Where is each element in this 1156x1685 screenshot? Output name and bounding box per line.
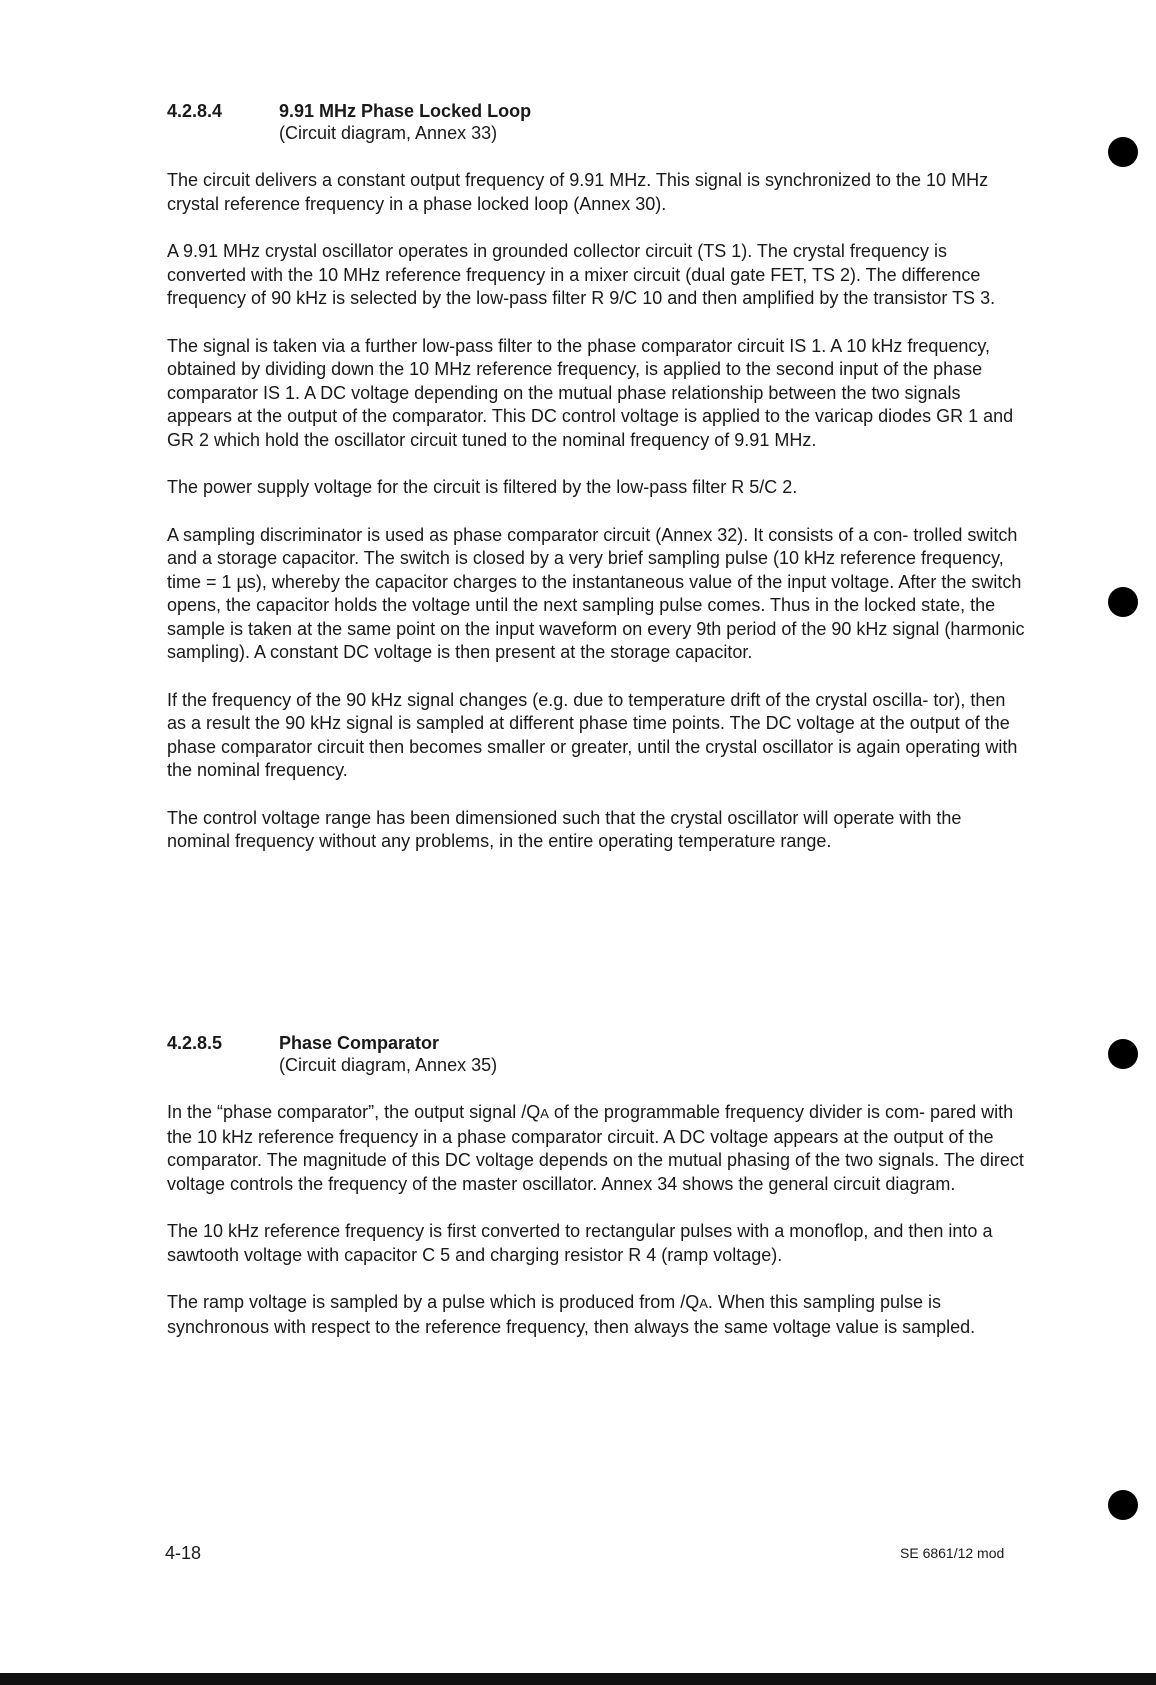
section-title: Phase Comparator: [279, 1033, 440, 1053]
subscript-a: A: [540, 1106, 549, 1121]
section-heading: [167, 100, 1027, 122]
section-subtitle: (Circuit diagram, Annex 35): [279, 1055, 498, 1075]
paragraph: The signal is taken via a further low-pass filter to the phase comparator circuit IS 1. A 10 kHz frequency, obtained by dividing down the 10 MHz reference frequency, is applied to the second input of the phase comparator IS 1. A DC voltage depending on the mutual phase relationship between the two signals appears at the output of the comparator. This DC control voltage is applied to the varicap diodes GR 1 and GR 2 which hold the oscillator circuit tuned to the nominal frequency of 9.91 MHz.: [167, 335, 1014, 450]
paragraph: The power supply voltage for the circuit is filtered by the low-pass filter R 5/C 2.: [167, 477, 798, 497]
punch-hole-1: [1108, 137, 1138, 167]
paragraph-text: of the programmable frequency divider is com- pared with the 10 kHz reference frequency in a phase comparator circuit. A DC voltage appears at the output of the comparator. The magnitude of this DC voltage depends on the mutual phasing of the two signals. The direct voltage controls the frequency of the master oscillator. Annex 34 shows the general circuit diagram.: [167, 1102, 1024, 1194]
subscript-a: A: [699, 1296, 708, 1311]
punch-hole-4: [1108, 1490, 1138, 1520]
section-heading: [167, 1032, 1027, 1054]
punch-hole-3: [1108, 1039, 1138, 1069]
paragraph: The 10 kHz reference frequency is first converted to rectangular pulses with a monoflop, and then into a sawtooth voltage with capacitor C 5 and charging resistor R 4 (ramp voltage).: [167, 1221, 993, 1265]
section-pll: [167, 100, 1027, 854]
paragraph: A sampling discriminator is used as phase comparator circuit (Annex 32). It consists of a con- trolled switch and a storage capacitor. The switch is closed by a very brief sampling pulse (10 kHz reference frequency, time = 1 µs), whereby the capacitor charges to the instantaneous value of the input voltage. After the switch opens, the capacitor holds the voltage until the next sampling pulse comes. Thus in the locked state, the sample is taken at the same point on the input waveform on every 9th period of the 90 kHz signal (harmonic sampling). A constant DC voltage is then present at the storage capacitor.: [167, 524, 1025, 662]
section-title: 9.91 MHz Phase Locked Loop: [279, 101, 532, 121]
document-id: SE 6861/12 mod: [900, 1545, 1005, 1561]
paragraph: The circuit delivers a constant output frequency of 9.91 MHz. This signal is synchronized to the 10 MHz crystal reference frequency in a phase locked loop (Annex 30).: [167, 170, 989, 214]
paragraph-text: The ramp voltage is sampled by a pulse which is produced from /Q: [167, 1292, 700, 1312]
punch-hole-2: [1108, 587, 1138, 617]
paragraph-text: In the “phase comparator”, the output signal /Q: [167, 1102, 541, 1122]
paragraph-text: . When this sampling pulse is synchronous with respect to the reference frequency, then always the same voltage value is sampled.: [167, 1292, 976, 1337]
section-subtitle: (Circuit diagram, Annex 33): [279, 123, 498, 143]
section-number: 4.2.8.4: [167, 101, 223, 121]
paragraph: A 9.91 MHz crystal oscillator operates in grounded collector circuit (TS 1). The crystal frequency is converted with the 10 MHz reference frequency in a mixer circuit (dual gate FET, TS 2). The difference frequency of 90 kHz is selected by the low-pass filter R 9/C 10 and then amplified by the transistor TS 3.: [167, 241, 996, 308]
page-number: 4-18: [165, 1543, 202, 1563]
paragraph: [167, 1101, 1027, 1196]
section-number: 4.2.8.5: [167, 1033, 223, 1053]
paragraph: [167, 1291, 1027, 1339]
paragraph: The control voltage range has been dimensioned such that the crystal oscillator will operate with the nominal frequency without any problems, in the entire operating temperature range.: [167, 807, 962, 851]
paragraph: If the frequency of the 90 kHz signal changes (e.g. due to temperature drift of the crystal oscilla- tor), then as a result the 90 kHz signal is sampled at different phase time points. The DC voltage at the output of the phase comparator circuit then becomes smaller or greater, until the crystal oscillator is again operating with the nominal frequency.: [167, 689, 1018, 780]
section-phase-comparator: [167, 1032, 1027, 1339]
scan-edge-bar: [0, 1673, 1156, 1685]
